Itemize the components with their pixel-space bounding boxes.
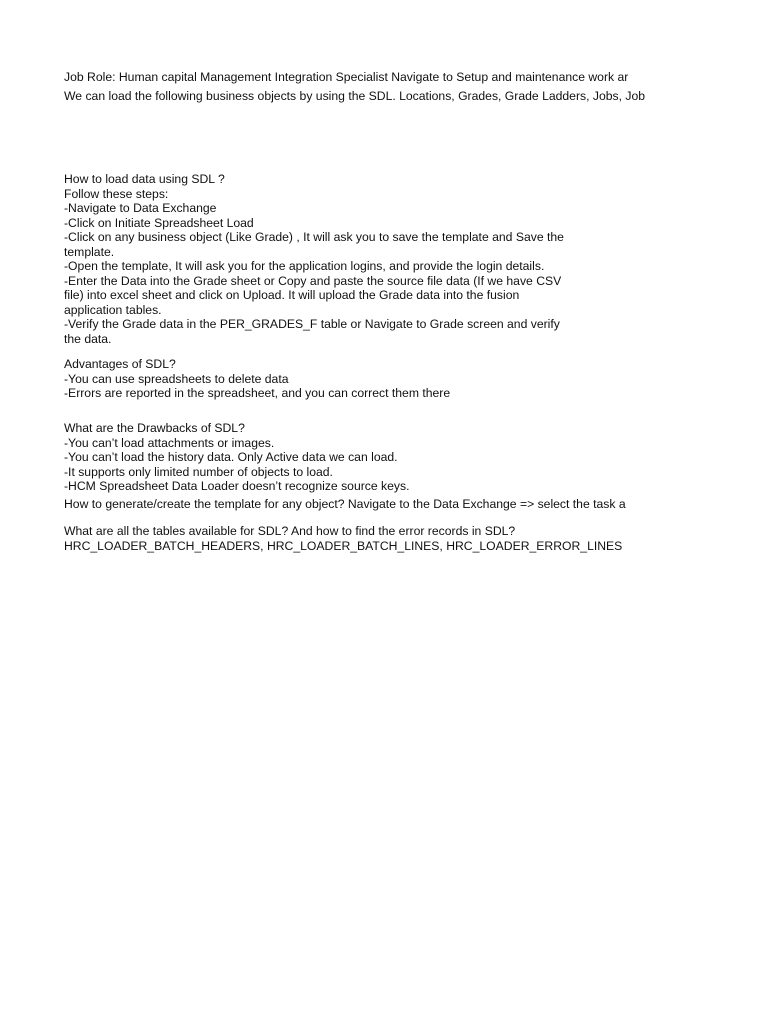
how-to-load-line: -Verify the Grade data in the PER_GRADES_F table or Navigate to Grade screen and verify [64,317,560,331]
how-to-load-line: file) into excel sheet and click on Upload. It will upload the Grade data into the fusion [64,288,520,302]
template-question-line: How to generate/create the template for any object? Navigate to the Data Exchange => select the task a [64,497,626,511]
how-to-load-line: -Click on any business object (Like Grade) , It will ask you to save the template and Save the [64,230,564,244]
tables-question-line: What are all the tables available for SDL? And how to find the error records in SDL? [64,524,516,538]
how-to-load-line: the data. [64,331,112,346]
how-to-load-line: -Enter the Data into the Grade sheet or Copy and paste the source file data (If we have CSV [64,273,562,288]
business-objects-line: We can load the following business objects by using the SDL. Locations, Grades, Grade Ladders, Jobs, Job [64,89,646,103]
tables-answer-line: HRC_LOADER_BATCH_HEADERS, HRC_LOADER_BATCH_LINES, HRC_LOADER_ERROR_LINES [64,538,623,553]
how-to-load-line: Follow these steps: [64,186,169,201]
advantages-line: -Errors are reported in the spreadsheet, and you can correct them there [64,386,451,400]
job-role-line: Job Role: Human capital Management Integration Specialist Navigate to Setup and maintenance work ar [64,70,629,84]
how-to-load-line: application tables. [64,302,162,317]
drawbacks-heading: What are the Drawbacks of SDL? [64,421,245,435]
how-to-load-line: -Navigate to Data Exchange [64,201,217,215]
how-to-load-line: -Open the template, It will ask you for the application logins, and provide the login details. [64,259,545,273]
drawbacks-line: -It supports only limited number of objects to load. [64,464,333,479]
drawbacks-line: -HCM Spreadsheet Data Loader doesn’t recognize source keys. [64,479,410,493]
advantages-heading: Advantages of SDL? [64,357,176,371]
how-to-load-heading: How to load data using SDL ? [64,172,225,186]
how-to-load-line: -Click on Initiate Spreadsheet Load [64,215,254,230]
drawbacks-line: -You can’t load the history data. Only Active data we can load. [64,450,398,464]
drawbacks-line: -You can’t load attachments or images. [64,435,275,450]
how-to-load-line: template. [64,244,115,259]
advantages-line: -You can use spreadsheets to delete data [64,371,289,386]
